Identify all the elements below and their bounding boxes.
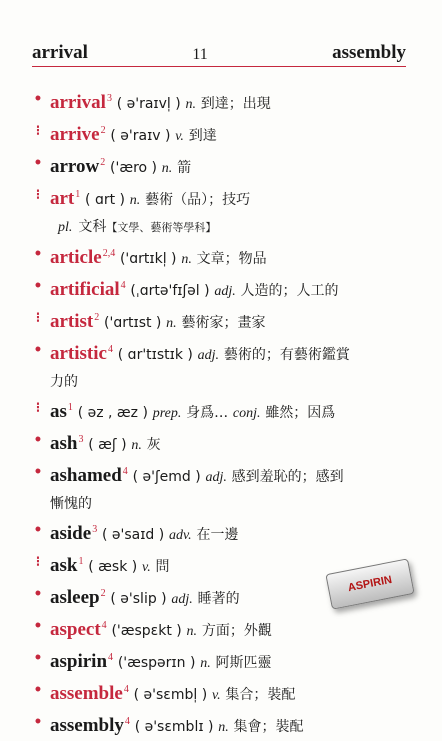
entry-mark: • [33,278,43,294]
part-of-speech: adj. [205,470,227,485]
plural-label: pl. [58,220,73,235]
entry-mark: • [33,714,43,730]
dictionary-entry [30,241,422,273]
pronunciation: ('æspərɪn ) [117,655,196,671]
definition: 在一邊 [196,527,239,543]
part-of-speech: adj. [197,348,220,363]
dictionary-entry [30,86,422,118]
headword: aside [50,523,92,544]
plural-note [30,214,422,241]
entry-mark: • [33,650,43,666]
entry-mark: ⁝ [35,123,41,139]
plural-definition: 文科 [78,219,107,235]
definition: 集會；裝配 [233,719,304,735]
headword: ashamed [50,465,122,486]
pronunciation: (ˌɑrtə'fɪʃəl ) [130,283,210,299]
definition-continued: 力的 [50,374,78,390]
level-number: 4 [124,716,130,727]
headword: aspirin [50,651,108,672]
pronunciation: ( ə'raɪv ) [110,128,171,144]
dictionary-entry [30,709,422,741]
dictionary-entry [30,150,422,182]
pronunciation: ( ə'raɪvl̩ ) [116,96,181,112]
level-number: 4 [108,652,114,663]
headword: artist [50,311,94,332]
definition: 身爲… [186,405,229,421]
definition: 到達 [188,128,217,144]
part-of-speech: adj. [214,284,236,299]
entry-mark: • [33,246,43,262]
definition: 到達；出現 [200,96,271,112]
pronunciation: ( ə'sɛmblɪ ) [134,719,214,735]
dictionary-entry [30,395,422,427]
entry-mark: ⁝ [35,187,41,203]
dictionary-entry [30,118,422,150]
level-number: 4 [120,280,126,291]
part-of-speech-2: conj. [232,406,261,421]
part-of-speech: prep. [152,406,182,421]
headword: assemble [50,683,123,704]
header-rule [32,66,406,67]
part-of-speech: n. [161,161,173,176]
pronunciation: ( ɑrt ) [85,192,126,208]
part-of-speech: n. [129,193,141,208]
headword: artificial [50,279,120,300]
entry-mark: • [33,682,43,698]
definition: 藝術家；畫家 [181,315,266,331]
pronunciation: ('æspɛkt ) [111,623,182,639]
headword: artistic [50,343,107,364]
dictionary-entry [30,305,422,337]
dictionary-entry [30,645,422,677]
entry-mark: • [33,342,43,358]
level-number: 4 [123,684,129,695]
headword: art [50,188,75,209]
pronunciation: ( əz , æz ) [77,405,148,421]
level-number: 4 [122,466,128,477]
definition: 箭 [177,160,192,176]
headword: arrive [50,124,100,145]
pronunciation: ('ɑrtɪst ) [104,315,162,331]
pronunciation: ( ə'sɛmbl̩ ) [133,687,208,703]
dictionary-entry [30,459,422,491]
part-of-speech: n. [166,316,177,331]
level-number: 4 [107,344,113,355]
level-number: 1 [78,556,84,567]
headword: ash [50,433,78,454]
part-of-speech: n. [200,656,211,671]
level-number: 3 [78,434,84,445]
definition: 感到羞恥的；感到 [231,469,344,485]
entry-mark: • [33,432,43,448]
definition: 藝術的；有藝術鑑賞 [223,347,350,363]
part-of-speech: v. [142,560,151,575]
pronunciation: ( ə'ʃemd ) [132,469,201,485]
aspirin-label: ASPIRIN [346,573,394,595]
definition: 方面；外觀 [201,623,272,639]
level-number: 2 [94,312,100,323]
page-number: 11 [192,46,208,63]
part-of-speech: adv. [169,528,192,543]
definition: 睡著的 [197,591,240,607]
dictionary-entry [30,677,422,709]
entry-mark: • [33,522,43,538]
entry-mark: • [33,586,43,602]
definition-2: 雖然；因爲 [265,405,336,421]
level-number: 2 [100,125,106,136]
definition: 人造的；人工的 [240,283,339,299]
headword: arrival [50,92,106,113]
headword: assembly [50,715,124,736]
level-number: 1 [67,402,73,413]
definition: 集合；裝配 [225,687,296,703]
entry-mark: • [33,464,43,480]
pronunciation: ( ɑr'tɪstɪk ) [117,347,193,363]
headword: arrow [50,156,100,177]
guide-word-left: arrival [32,42,88,63]
headword: asleep [50,587,100,608]
headword: article [50,247,102,268]
entry-list [30,86,422,741]
headword: aspect [50,619,101,640]
entry-mark: • [33,91,43,107]
pronunciation: ( ə'slip ) [110,591,167,607]
level-number: 3 [106,93,112,104]
dictionary-entry [30,427,422,459]
level-number: 4 [101,620,107,631]
definition: 問 [155,559,170,575]
entry-mark: ⁝ [35,400,41,416]
entry-mark: ⁝ [35,554,41,570]
definition-continued: 慚愧的 [50,496,92,512]
pronunciation: ( ə'saɪd ) [101,527,165,543]
plural-tag: 【文學、藝術等學科】 [106,221,217,234]
entry-mark: ⁝ [35,310,41,326]
dictionary-entry [30,182,422,214]
entry-mark: • [33,618,43,634]
dictionary-entry [30,273,422,305]
level-number: 3 [92,524,98,535]
part-of-speech: n. [218,720,229,735]
pronunciation: ( æʃ ) [88,437,127,453]
headword: ask [50,555,78,576]
part-of-speech: n. [185,97,196,112]
entry-mark: • [33,155,43,171]
definition: 文章；物品 [196,251,267,267]
definition: 灰 [146,437,161,453]
pronunciation: ('æro ) [110,160,158,176]
level-number: 2 [100,588,106,599]
pronunciation: ( æsk ) [88,559,138,575]
part-of-speech: adj. [171,592,193,607]
headword: as [50,401,67,422]
page-header [32,38,406,64]
dictionary-entry [30,613,422,645]
part-of-speech: n. [186,624,198,639]
level-number: 2 [100,157,106,168]
dictionary-entry [30,337,422,369]
dictionary-entry [30,517,422,549]
part-of-speech: n. [181,252,192,267]
guide-word-right: assembly [332,42,406,63]
part-of-speech: v. [175,129,184,144]
definition: 阿斯匹靈 [215,655,272,671]
level-number: 2,4 [102,248,116,259]
definition: 藝術（品）；技巧 [145,192,251,208]
level-number: 1 [75,189,81,200]
part-of-speech: n. [131,438,142,453]
pronunciation: ('ɑrtɪkl̩ ) [119,251,177,267]
part-of-speech: v. [211,688,221,703]
